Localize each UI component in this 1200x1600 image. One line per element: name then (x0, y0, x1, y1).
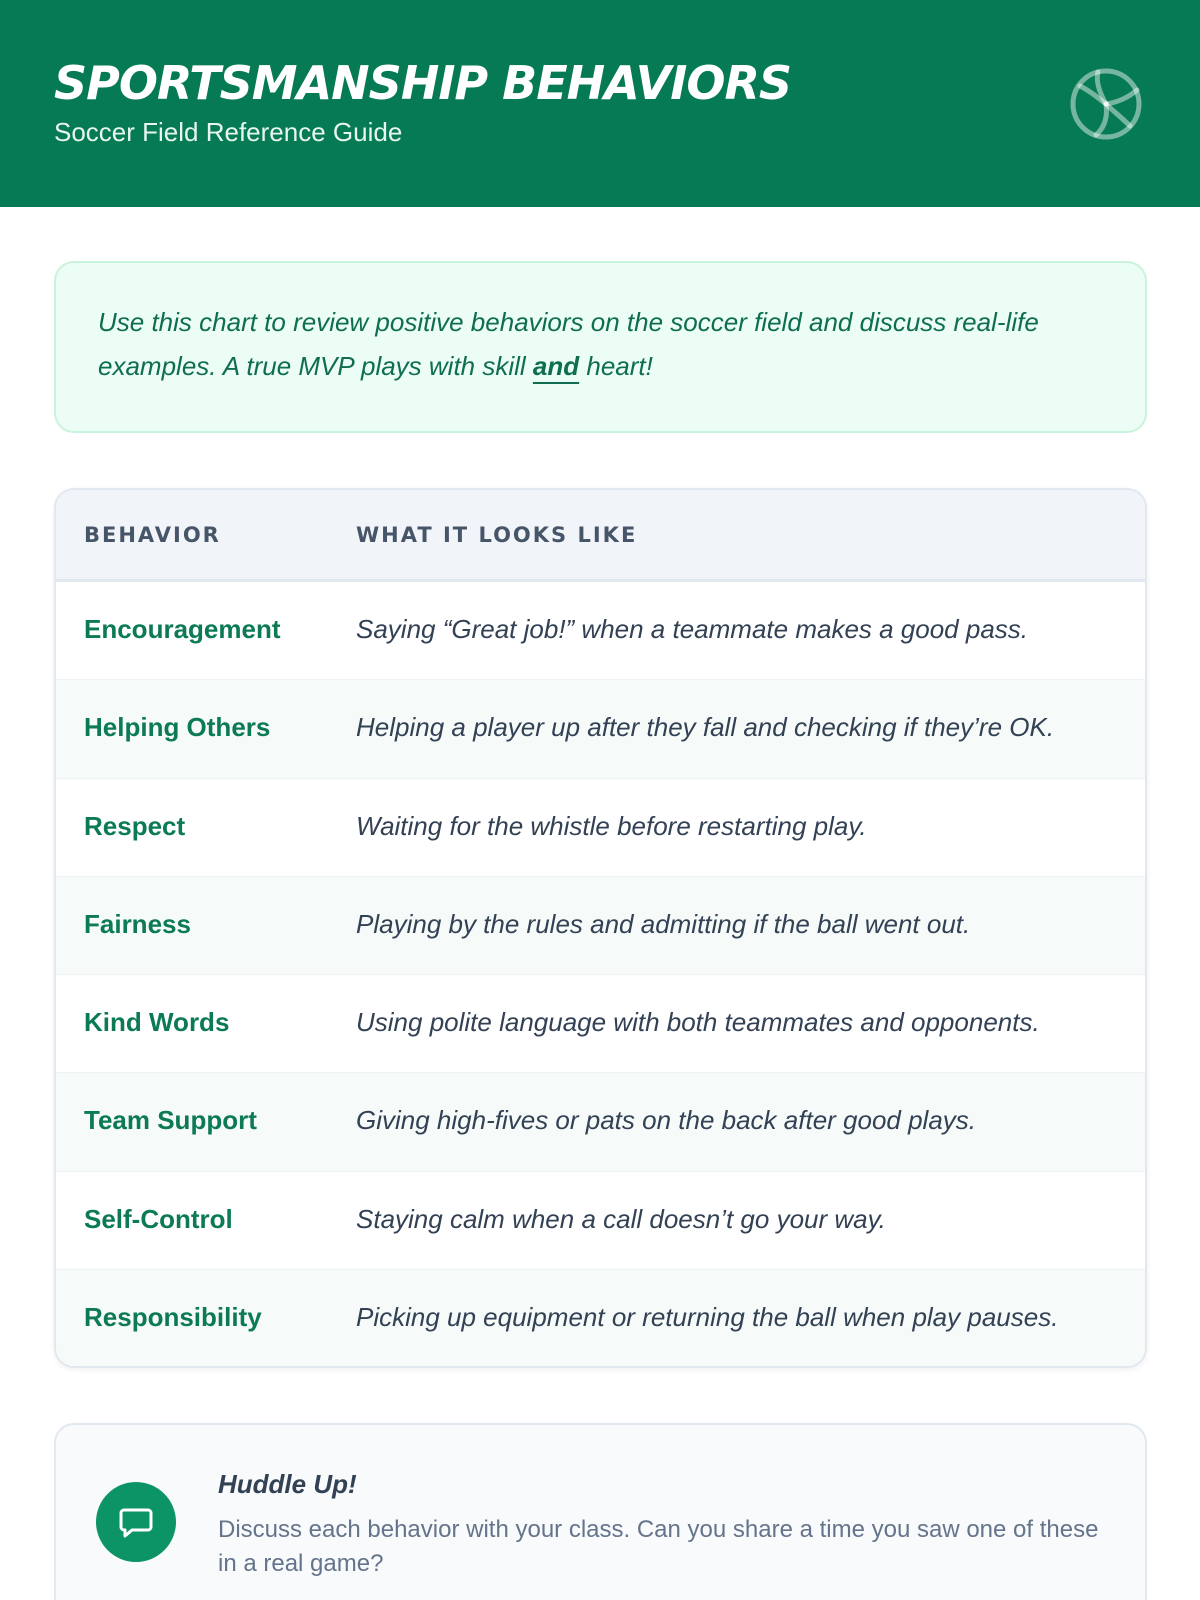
column-header-what-it-looks-like: WHAT IT LOOKS LIKE (356, 523, 638, 547)
behavior-cell: Helping Others (84, 712, 271, 743)
huddle-text: Discuss each behavior with your class. Can you share a time you saw one of these in a real game? (218, 1516, 1099, 1577)
behavior-cell: Self-Control (84, 1203, 233, 1234)
example-cell: Picking up equipment or returning the ball when play pauses. (356, 1302, 1059, 1333)
huddle-title: Huddle Up! (218, 1469, 357, 1499)
column-header-behavior: BEHAVIOR (84, 523, 221, 547)
example-cell: Saying “Great job!” when a teammate makes a good pass. (356, 614, 1029, 644)
table-row (56, 1172, 1145, 1270)
intro-text-before: Use this chart to review positive behaviors on the soccer field and discuss real-life examples. A true MVP plays with skill (98, 307, 1039, 381)
table-row (56, 1270, 1145, 1368)
behavior-cell: Team Support (84, 1105, 257, 1136)
behavior-cell: Encouragement (84, 614, 281, 644)
behaviors-table (54, 488, 1147, 1368)
chat-bubble-icon (96, 1482, 176, 1562)
intro-emphasis: and (532, 351, 580, 381)
table-header-row (56, 490, 1145, 582)
example-cell: Helping a player up after they fall and checking if they’re OK. (356, 712, 1055, 743)
table-row (56, 582, 1145, 680)
intro-text-after: heart! (579, 351, 653, 381)
table-row (56, 1073, 1145, 1171)
huddle-callout (54, 1423, 1147, 1600)
example-cell: Staying calm when a call doesn’t go your way. (356, 1203, 886, 1234)
intro-callout (54, 261, 1147, 433)
example-cell: Using polite language with both teammates and opponents. (356, 1007, 1040, 1038)
table-row (56, 680, 1145, 778)
example-cell: Waiting for the whistle before restarting play. (356, 810, 867, 841)
behavior-cell: Responsibility (84, 1302, 262, 1333)
behavior-cell: Fairness (84, 908, 191, 939)
behavior-cell: Respect (84, 810, 186, 841)
page-header (0, 0, 1200, 207)
example-cell: Giving high-fives or pats on the back after good plays. (356, 1105, 977, 1136)
table-row (56, 877, 1145, 975)
table-body (56, 582, 1145, 1368)
behavior-cell: Kind Words (84, 1007, 230, 1038)
table-row (56, 779, 1145, 877)
intro-text (98, 300, 1098, 388)
volleyball-icon (1068, 66, 1144, 142)
example-cell: Playing by the rules and admitting if the ball went out. (356, 908, 971, 939)
page-subtitle: Soccer Field Reference Guide (54, 117, 403, 147)
table-row (56, 975, 1145, 1073)
page-title: SPORTSMANSHIP BEHAVIORS (54, 56, 791, 110)
